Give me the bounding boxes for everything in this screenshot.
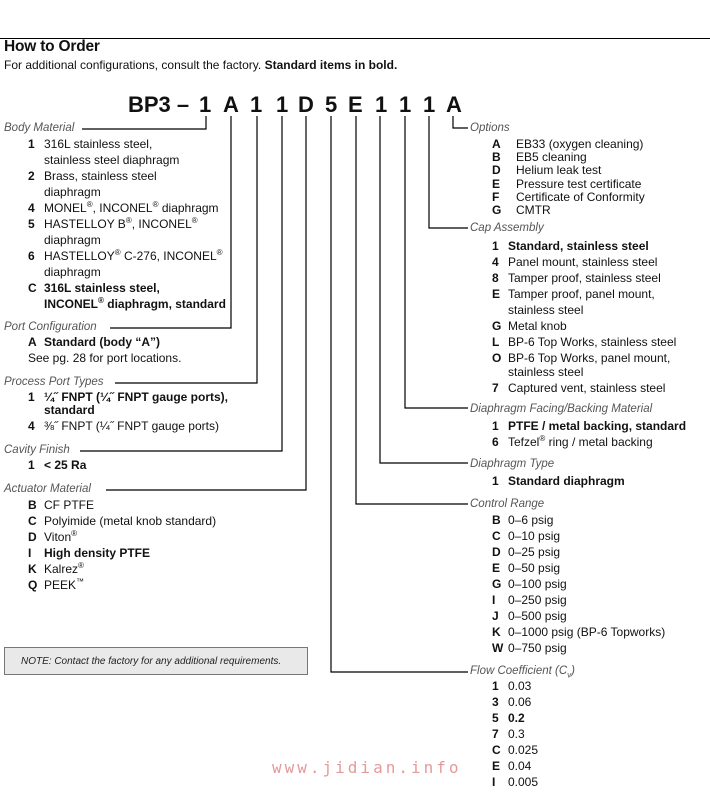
actuator-material-label: Actuator Material xyxy=(4,483,94,495)
port-location-note: See pg. 28 for port locations. xyxy=(28,351,182,365)
code-char-control-range: E xyxy=(348,92,363,117)
code-prefix: BP3 – xyxy=(128,92,190,117)
code-char-flow-coefficient: 5 xyxy=(325,92,338,117)
note-box: NOTE: Contact the factory for any additional requirements. xyxy=(4,647,308,675)
line-control-range xyxy=(356,116,468,504)
code-char-actuator-material: D xyxy=(298,92,314,117)
intro-text: For additional configurations, consult the factory. Standard items in bold. xyxy=(4,58,398,72)
cavity-finish-label: Cavity Finish xyxy=(4,444,73,456)
process-port-types-label: Process Port Types xyxy=(4,376,107,388)
port-configuration-label: Port Configuration xyxy=(4,321,100,333)
control-range-label: Control Range xyxy=(470,498,547,510)
code-char-diaphragm-facing: 1 xyxy=(399,92,412,117)
body-material-label: Body Material xyxy=(4,122,77,134)
code-char-cavity-finish: 1 xyxy=(276,92,289,117)
flow-coefficient-label: Flow Coefficient $(C_v)$ xyxy=(470,665,578,679)
code-char-cap-assembly: 1 xyxy=(423,92,436,117)
line-diaphragm-facing xyxy=(405,116,468,408)
line-options xyxy=(453,116,468,128)
page-title: How to Order xyxy=(4,38,100,55)
code-char-diaphragm-type: 1 xyxy=(375,92,388,117)
code-char-body-material: 1 xyxy=(199,92,212,117)
diaphragm-facing-label: Diaphragm Facing/Backing Material xyxy=(470,403,655,415)
code-char-process-port: 1 xyxy=(250,92,263,117)
line-cap-assembly xyxy=(429,116,468,228)
code-char-port-configuration: A xyxy=(223,92,239,117)
diaphragm-type-label: Diaphragm Type xyxy=(470,458,557,470)
line-body-material xyxy=(82,116,206,129)
line-diaphragm-type xyxy=(380,116,468,463)
code-char-options: A xyxy=(446,92,462,117)
cap-assembly-label: Cap Assembly xyxy=(470,222,547,234)
watermark: www.jidian.info xyxy=(272,758,462,777)
options-label: Options xyxy=(470,122,513,134)
line-flow-coefficient xyxy=(331,116,468,672)
